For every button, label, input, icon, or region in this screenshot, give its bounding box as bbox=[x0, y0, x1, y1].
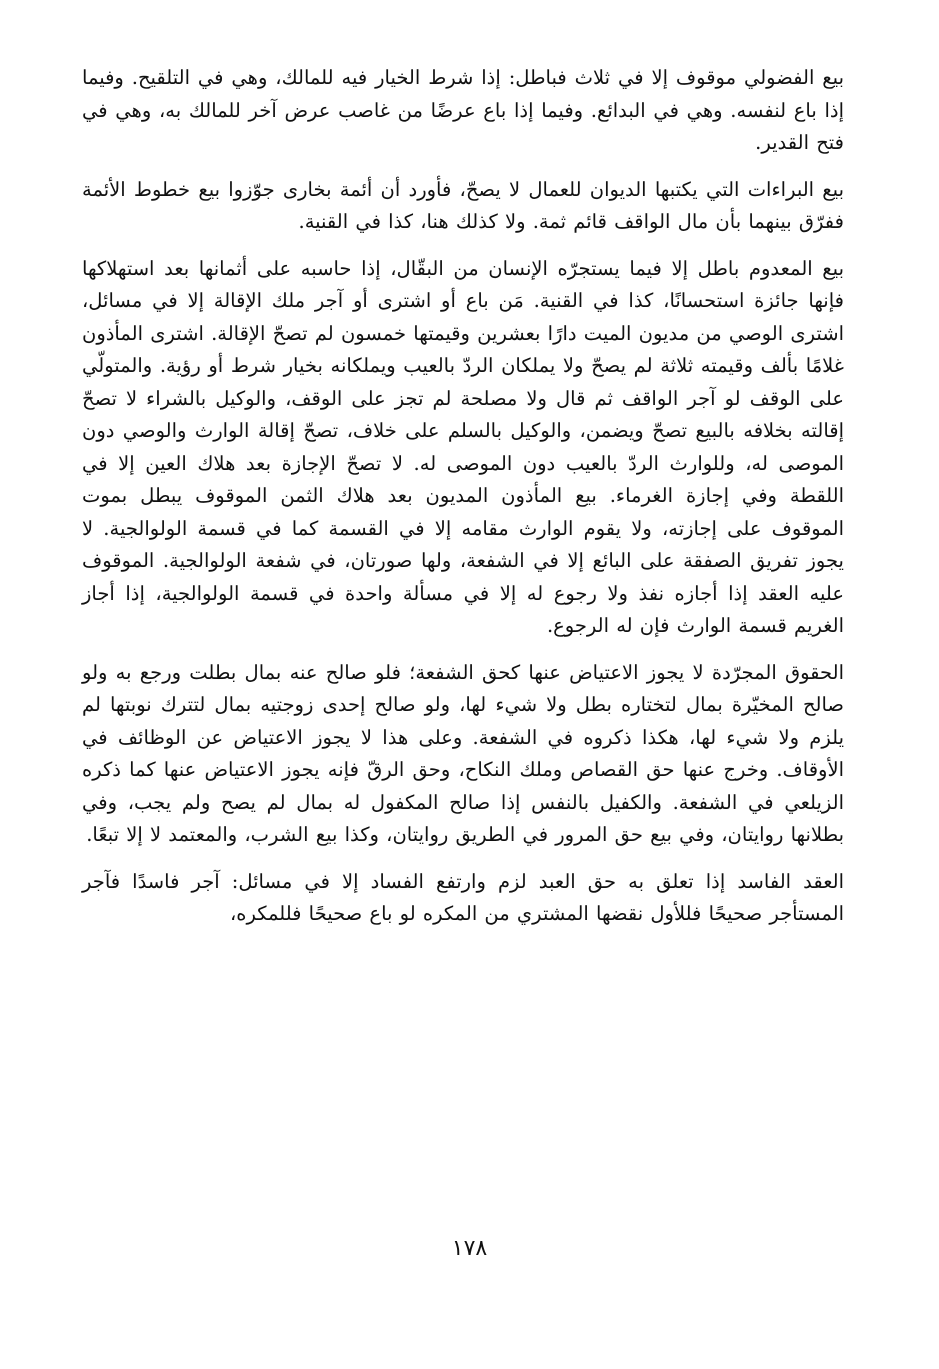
paragraph-fuduli-sale: بيع الفضولي موقوف إلا في ثلاث فباطل: إذا شرط الخيار فيه للمالك، وهي في التلقيح. وفيما إذا باع لنفسه. وهي في البدائع. وفيما إذا باع عرضًا من غاصب عرض آخر للمالك به، وهي في فتح القدير. bbox=[82, 66, 844, 154]
paragraph-abstract-rights: الحقوق المجرّدة لا يجوز الاعتياض عنها كحق الشفعة؛ فلو صالح عنه بمال بطلت ورجع به ولو صالح المخيّرة بمال لتختاره بطل ولا شيء لها، ولو صالح إحدى زوجتيه بمال لتترك نوبتها لم يلزم ولا شيء لها، هكذا ذكروه في الشفعة. وعلى هذا لا يجوز الاعتياض عن الوظائف في الأوقاف. وخرج عنها حق القصاص وملك النكاح، وحق الرقّ فإنه يجوز الاعتياض عنها كما ذكره الزيلعي في الشفعة. والكفيل بالنفس إذا صالح المكفول له بمال لم يصح ولم يجب، وفي بطلانها روايتان، وفي بيع حق المرور في الطريق روايتان، وكذا بيع الشرب، والمعتمد لا إلا تبعًا. bbox=[82, 660, 844, 846]
page-number: ١٧٨ bbox=[451, 1236, 488, 1261]
paragraph-invalid-contract: العقد الفاسد إذا تعلق به حق العبد لزم وارتفع الفساد إلا في مسائل: آجر فاسدًا فآجر المستأجر صحيحًا فللأول نقضها المشتري من المكره لو باع صحيحًا فللمكره، bbox=[82, 869, 844, 925]
paragraph-nonexistent-sale: بيع المعدوم باطل إلا فيما يستجرّه الإنسان من البقّال، إذا حاسبه على أثمانها بعد استهلاكها فإنها جائزة استحسانًا، كذا في القنية. مَن باع أو اشترى أو آجر ملك الإقالة إلا في مسائل، اشترى الوصي من مديون الميت دارًا بعشرين وقيمتها خمسون لم تصحّ الإقالة. اشترى المأذون غلامًا بألف وقيمته ثلاثة لم يصحّ ولا يملكان الردّ بالعيب ويملكانه بخيار شرط أو رؤية. والمتولّي على الوقف لو آجر الواقف ثم قال ولا مصلحة لم تجز على الوقف، والوكيل بالشراء لا تصحّ إقالته بخلافه بالبيع تصحّ ويضمن، والوكيل بالسلم على خلاف، تصحّ إقالة الوارث والوصي دون الموصى له، وللوارث الردّ بالعيب دون الموصى له. لا تصحّ الإجازة بعد هلاك العين إلا في اللقطة وفي إجازة الغرماء. بيع المأذون المديون بعد هلاك الثمن الموقوف يبطل بموت الموقوف على إجازته، ولا يقوم الوارث مقامه إلا في القسمة كما في قسمة الولوالجية. لا يجوز تفريق الصفقة على البائع إلا في الشفعة، ولها صورتان، في شفعة الولوالجية. الموقوف عليه العقد إذا أجازه نفذ ولا رجوع له إلا في مسألة واحدة في قسمة الولوالجية، إذا أجاز الغريم قسمة الوارث فإن له الرجوع. bbox=[82, 256, 844, 637]
page-body bbox=[82, 62, 844, 945]
paragraph-diwan-vouchers: بيع البراءات التي يكتبها الديوان للعمال لا يصحّ، فأورد أن أئمة بخارى جوّزوا بيع خطوط الأئمة ففرّق بينهما بأن مال الواقف قائم ثمة. ولا كذلك هنا، كذا في القنية. bbox=[82, 177, 844, 233]
